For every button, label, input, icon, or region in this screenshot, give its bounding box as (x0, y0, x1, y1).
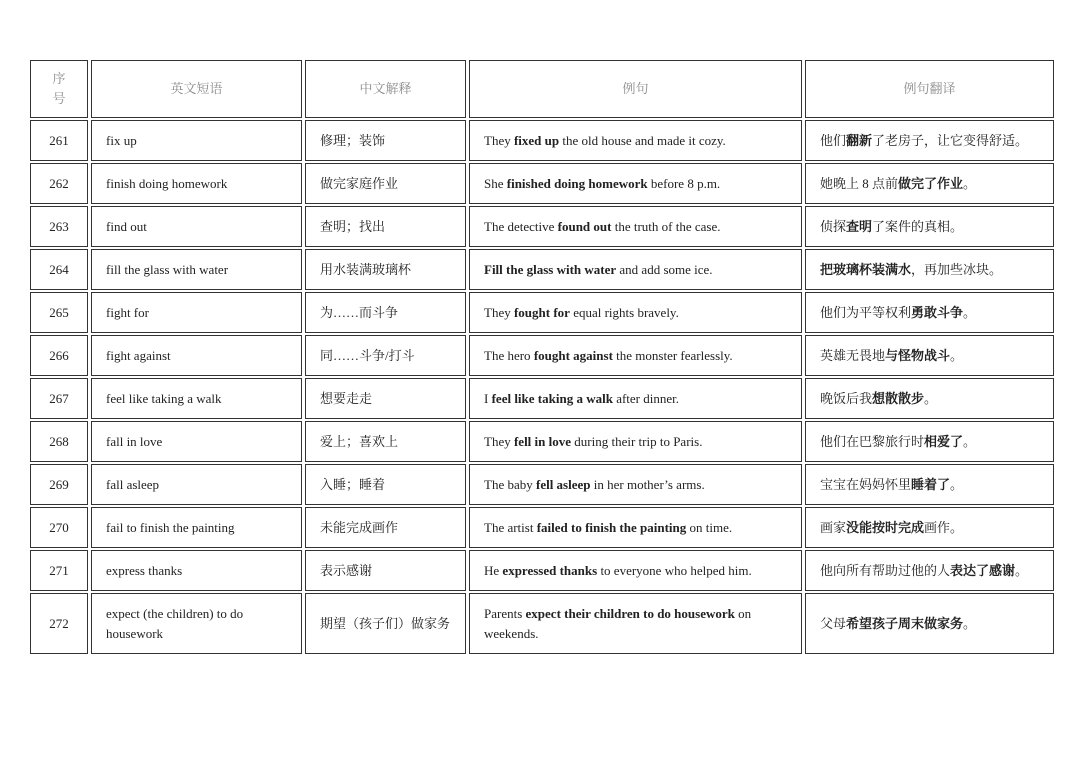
row-number: 263 (30, 206, 88, 247)
translation-highlight: 想散散步 (872, 390, 925, 406)
translation-pre-text: 他们为平等权利 (820, 304, 912, 320)
example-translation (805, 378, 1054, 419)
example-pre-text: The hero (484, 347, 534, 363)
translation-post-text: 。 (950, 476, 964, 492)
chinese-meaning: 做完家庭作业 (305, 163, 466, 204)
english-phrase: find out (91, 206, 302, 247)
english-phrase: fix up (91, 120, 302, 161)
translation-pre-text: 晚饭后我 (820, 390, 873, 406)
example-sentence (469, 421, 802, 462)
translation-highlight: 相爱了 (924, 433, 964, 449)
chinese-meaning: 修理；装饰 (305, 120, 466, 161)
example-pre-text: He (484, 562, 503, 578)
header-number-line2: 号 (52, 91, 66, 106)
translation-highlight: 睡着了 (911, 476, 951, 492)
translation-post-text: 。 (924, 390, 938, 406)
example-sentence (469, 335, 802, 376)
header-example-sentence: 例句 (469, 60, 802, 118)
example-translation (805, 593, 1054, 654)
translation-post-text: 。 (963, 433, 977, 449)
english-phrase: feel like taking a walk (91, 378, 302, 419)
translation-highlight: 查明 (846, 218, 873, 234)
row-number: 270 (30, 507, 88, 548)
translation-post-text: 。 (950, 347, 964, 363)
example-pre-text: The artist (484, 519, 537, 535)
header-number-line1: 序 (52, 71, 66, 86)
translation-highlight: 把玻璃杯装满水 (820, 261, 912, 277)
table-row (30, 292, 1054, 333)
example-highlight: failed to finish the painting (536, 519, 687, 535)
example-pre-text: The detective (484, 218, 558, 234)
example-pre-text: I (484, 390, 492, 406)
english-phrase: fight against (91, 335, 302, 376)
translation-pre-text: 画家 (820, 519, 847, 535)
example-post-text: before 8 p.m. (647, 175, 721, 191)
translation-pre-text: 英雄无畏地 (820, 347, 886, 363)
row-number: 264 (30, 249, 88, 290)
example-highlight: found out (557, 218, 612, 234)
table-row (30, 335, 1054, 376)
translation-highlight: 做完了作业 (898, 175, 964, 191)
example-translation (805, 421, 1054, 462)
table-row (30, 593, 1054, 654)
example-translation (805, 206, 1054, 247)
table-row (30, 206, 1054, 247)
example-post-text: on time. (686, 519, 733, 535)
english-phrase: fight for (91, 292, 302, 333)
example-translation (805, 249, 1054, 290)
table-row (30, 163, 1054, 204)
header-row (30, 60, 1054, 118)
example-highlight: expect their children to do housework (525, 605, 735, 621)
table-header (30, 60, 1054, 118)
chinese-meaning: 为……而斗争 (305, 292, 466, 333)
example-translation (805, 292, 1054, 333)
row-number: 269 (30, 464, 88, 505)
chinese-meaning: 查明；找出 (305, 206, 466, 247)
example-post-text: the monster fearlessly. (612, 347, 733, 363)
translation-highlight: 翻新 (846, 132, 873, 148)
translation-pre-text: 他们在巴黎旅行时 (820, 433, 925, 449)
table-row (30, 378, 1054, 419)
example-translation (805, 550, 1054, 591)
example-translation (805, 335, 1054, 376)
table-body (30, 120, 1054, 654)
row-number: 261 (30, 120, 88, 161)
example-post-text: during their trip to Paris. (571, 433, 703, 449)
row-number: 272 (30, 593, 88, 654)
example-translation (805, 507, 1054, 548)
chinese-meaning: 期望（孩子们）做家务 (305, 593, 466, 654)
example-highlight: expressed thanks (502, 562, 598, 578)
header-chinese-meaning: 中文解释 (305, 60, 466, 118)
translation-pre-text: 宝宝在妈妈怀里 (820, 476, 912, 492)
row-number: 262 (30, 163, 88, 204)
example-sentence (469, 206, 802, 247)
chinese-meaning: 表示感谢 (305, 550, 466, 591)
english-phrase: fall asleep (91, 464, 302, 505)
translation-highlight: 没能按时完成 (846, 519, 925, 535)
translation-pre-text: 侦探 (820, 218, 847, 234)
row-number: 268 (30, 421, 88, 462)
example-highlight: fell asleep (535, 476, 591, 492)
example-highlight: fell in love (513, 433, 572, 449)
translation-pre-text: 父母 (820, 615, 847, 631)
row-number: 267 (30, 378, 88, 419)
example-sentence (469, 378, 802, 419)
example-highlight: finished doing homework (506, 175, 648, 191)
row-number: 271 (30, 550, 88, 591)
table-row (30, 550, 1054, 591)
english-phrase: express thanks (91, 550, 302, 591)
example-pre-text: The baby (484, 476, 536, 492)
example-sentence (469, 163, 802, 204)
example-sentence (469, 292, 802, 333)
chinese-meaning: 未能完成画作 (305, 507, 466, 548)
vocabulary-table (27, 58, 1057, 656)
example-sentence (469, 550, 802, 591)
translation-post-text: 。 (963, 615, 977, 631)
example-pre-text: She (484, 175, 507, 191)
example-post-text: the old house and made it cozy. (559, 132, 726, 148)
example-pre-text: They (484, 304, 514, 320)
row-number: 265 (30, 292, 88, 333)
example-post-text: in her mother’s arms. (590, 476, 705, 492)
example-post-text: equal rights bravely. (569, 304, 679, 320)
chinese-meaning: 同……斗争/打斗 (305, 335, 466, 376)
example-highlight: feel like taking a walk (491, 390, 613, 406)
example-pre-text: They (484, 132, 514, 148)
example-highlight: fought for (513, 304, 570, 320)
chinese-meaning: 用水装满玻璃杯 (305, 249, 466, 290)
chinese-meaning: 想要走走 (305, 378, 466, 419)
header-english-phrase: 英文短语 (91, 60, 302, 118)
english-phrase: fail to finish the painting (91, 507, 302, 548)
example-post-text: on weekends. (484, 605, 752, 641)
example-sentence (469, 120, 802, 161)
translation-highlight: 勇敢斗争 (911, 304, 964, 320)
translation-pre-text: 他向所有帮助过他的人 (820, 562, 951, 578)
table-row (30, 421, 1054, 462)
translation-post-text: ，再加些冰块。 (911, 261, 1003, 277)
translation-highlight: 表达了感谢 (950, 562, 1016, 578)
translation-post-text: 。 (1015, 562, 1029, 578)
example-sentence (469, 507, 802, 548)
example-post-text: to everyone who helped him. (597, 562, 752, 578)
translation-post-text: 。 (963, 175, 977, 191)
chinese-meaning: 爱上；喜欢上 (305, 421, 466, 462)
english-phrase: expect (the children) to do housework (91, 593, 302, 654)
table-row (30, 249, 1054, 290)
example-highlight: fixed up (513, 132, 560, 148)
translation-pre-text: 她晚上 8 点前 (820, 175, 899, 191)
english-phrase: fill the glass with water (91, 249, 302, 290)
example-pre-text: Parents (484, 605, 526, 621)
english-phrase: finish doing homework (91, 163, 302, 204)
example-highlight: fought against (533, 347, 613, 363)
row-number: 266 (30, 335, 88, 376)
header-example-translation: 例句翻译 (805, 60, 1054, 118)
example-translation (805, 120, 1054, 161)
example-sentence (469, 464, 802, 505)
translation-highlight: 与怪物战斗 (885, 347, 951, 363)
table-row (30, 464, 1054, 505)
example-post-text: the truth of the case. (611, 218, 721, 234)
table-row (30, 120, 1054, 161)
chinese-meaning: 入睡；睡着 (305, 464, 466, 505)
header-number (30, 60, 88, 118)
english-phrase: fall in love (91, 421, 302, 462)
example-sentence (469, 593, 802, 654)
translation-post-text: 了老房子，让它变得舒适。 (872, 132, 1029, 148)
example-pre-text: They (484, 433, 514, 449)
translation-post-text: 。 (963, 304, 977, 320)
example-post-text: after dinner. (612, 390, 679, 406)
example-highlight: Fill the glass with water (484, 261, 617, 277)
translation-post-text: 画作。 (924, 519, 964, 535)
table-row (30, 507, 1054, 548)
translation-highlight: 希望孩子周末做家务 (846, 615, 964, 631)
example-translation (805, 163, 1054, 204)
example-sentence (469, 249, 802, 290)
example-translation (805, 464, 1054, 505)
translation-pre-text: 他们 (820, 132, 847, 148)
example-post-text: and add some ice. (616, 261, 713, 277)
translation-post-text: 了案件的真相。 (872, 218, 964, 234)
